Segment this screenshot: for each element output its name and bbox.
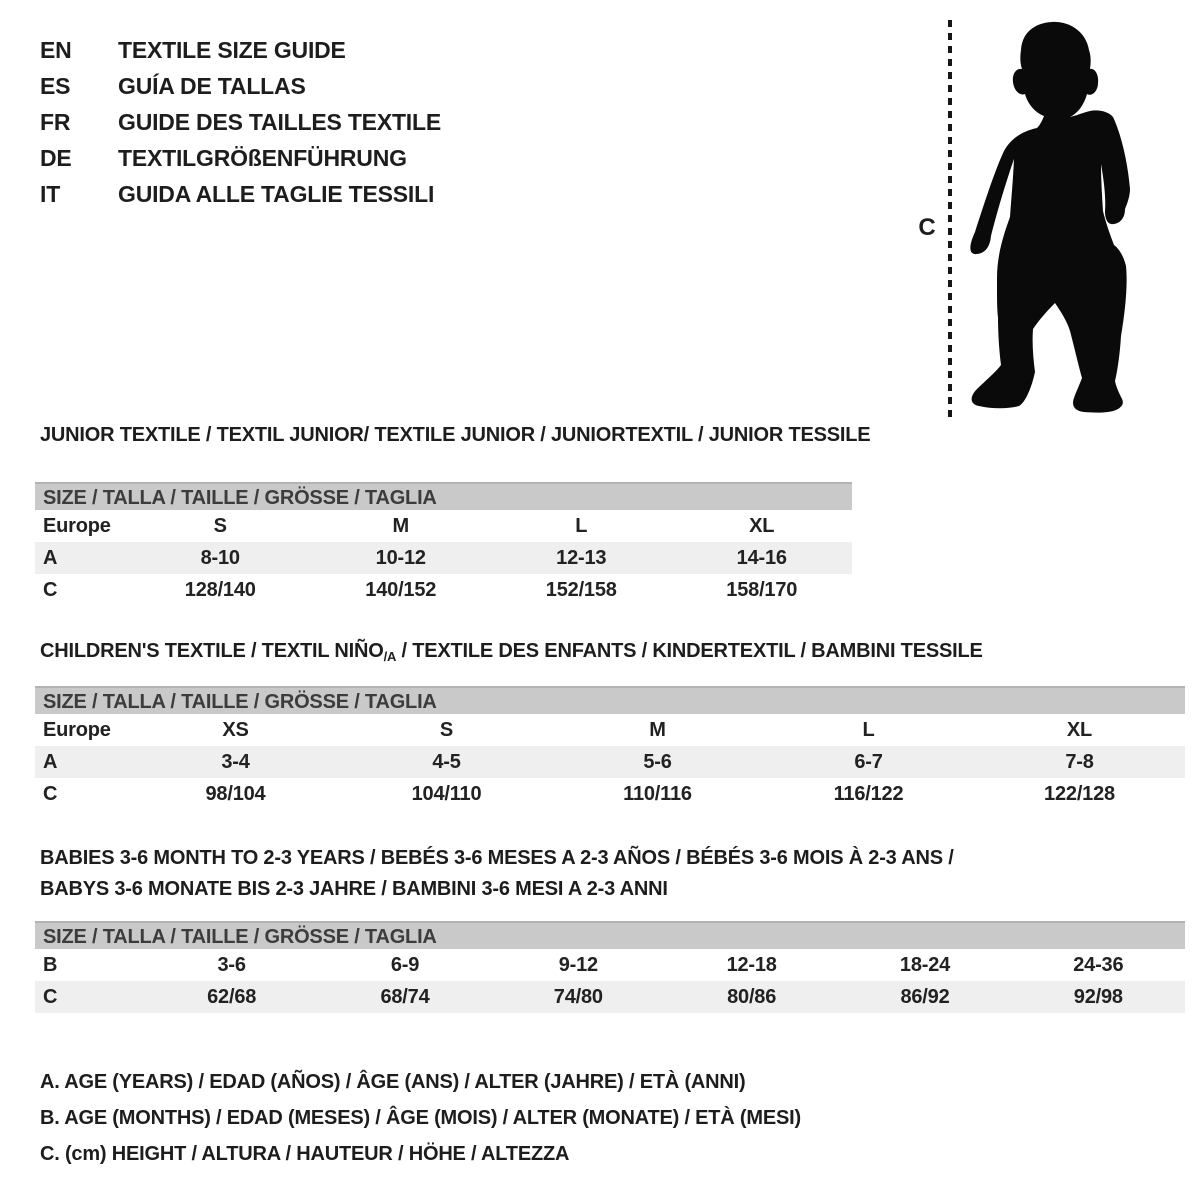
size-cell: 116/122 [833, 782, 904, 805]
section-heading-babies-line1 [40, 847, 954, 870]
size-cell: 4-5 [432, 750, 461, 773]
size-cell: S [439, 718, 454, 741]
size-cell: 14-16 [736, 546, 787, 569]
note-line-a: A. AGE (YEARS) / EDAD (AÑOS) / ÂGE (ANS) / ALTER (JAHRE) / ETÀ (ANNI) [40, 1071, 746, 1093]
size-table-children [35, 686, 1185, 810]
heading-text: / TEXTILE DES ENFANTS / KINDERTEXTIL / BAMBINI TESSILE [396, 640, 983, 662]
table-row [35, 949, 1185, 981]
size-cell: 158/170 [726, 578, 798, 601]
height-measure-label: C [918, 214, 936, 241]
size-cell: 3-4 [221, 750, 250, 773]
language-title: GUÍA DE TALLAS [118, 72, 306, 99]
language-code: FR [40, 108, 71, 135]
row-label: C [43, 985, 58, 1008]
row-label: Europe [43, 718, 111, 741]
height-dashed-line [948, 20, 952, 418]
babies-table [35, 949, 1185, 1013]
size-table-junior [35, 482, 852, 606]
size-cell: 110/116 [623, 782, 692, 805]
list-item [40, 176, 441, 212]
heading-text: CHILDREN'S TEXTILE / TEXTIL NIÑO [40, 640, 384, 662]
legend-notes [40, 1064, 801, 1172]
language-code: IT [40, 180, 61, 207]
size-cell: M [392, 514, 409, 537]
section-heading-babies-line2 [40, 878, 668, 901]
size-cell: 5-6 [643, 750, 672, 773]
language-code: DE [40, 144, 72, 171]
note-line-c: C. (cm) HEIGHT / ALTURA / HAUTEUR / HÖHE / ALTEZZA [40, 1143, 570, 1165]
size-cell: 104/110 [411, 782, 482, 805]
row-label: Europe [43, 514, 111, 537]
size-cell: L [862, 718, 875, 741]
table-row [35, 510, 852, 542]
note-line-b: B. AGE (MONTHS) / EDAD (MESES) / ÂGE (MOIS) / ALTER (MONATE) / ETÀ (MESI) [40, 1107, 801, 1129]
size-cell: 68/74 [380, 985, 430, 1008]
heading-text: BABIES 3-6 MONTH TO 2-3 YEARS / BEBÉS 3-6 MESES A 2-3 AÑOS / BÉBÉS 3-6 MOIS À 2-3 ANS / [40, 847, 954, 869]
size-cell: 80/86 [727, 985, 777, 1008]
size-cell: 62/68 [207, 985, 257, 1008]
table-header-bar: SIZE / TALLA / TAILLE / GRÖSSE / TAGLIA [35, 921, 1185, 949]
size-cell: 98/104 [205, 782, 266, 805]
size-cell: 128/140 [184, 578, 256, 601]
size-cell: 18-24 [899, 953, 951, 976]
size-cell: 12-18 [726, 953, 777, 976]
language-title: TEXTILE SIZE GUIDE [118, 36, 346, 63]
language-code: ES [40, 72, 71, 99]
language-title: GUIDE DES TAILLES TEXTILE [118, 108, 441, 135]
size-cell: 92/98 [1073, 985, 1123, 1008]
size-cell: 86/92 [900, 985, 950, 1008]
size-cell: 122/128 [1044, 782, 1115, 805]
size-cell: XS [222, 718, 249, 741]
list-item [40, 104, 441, 140]
list-item [40, 68, 441, 104]
row-label: A [43, 546, 58, 569]
size-cell: 9-12 [558, 953, 598, 976]
size-cell: 10-12 [375, 546, 426, 569]
language-code: EN [40, 36, 72, 63]
heading-text: BABYS 3-6 MONATE BIS 2-3 JAHRE / BAMBINI 3-6 MESI A 2-3 ANNI [40, 878, 668, 900]
table-header-bar: SIZE / TALLA / TAILLE / GRÖSSE / TAGLIA [35, 482, 852, 510]
size-cell: 140/152 [365, 578, 437, 601]
size-cell: L [575, 514, 588, 537]
section-heading-junior [40, 424, 870, 448]
size-cell: 24-36 [1073, 953, 1124, 976]
junior-table [35, 510, 852, 606]
list-item [40, 140, 441, 176]
table-row [35, 778, 1185, 810]
size-cell: 6-9 [390, 953, 420, 976]
row-label: B [43, 953, 58, 976]
size-cell: XL [1066, 718, 1093, 741]
size-cell: 152/158 [545, 578, 617, 601]
table-row [35, 981, 1185, 1013]
table-row [35, 746, 1185, 778]
toddler-silhouette-icon [963, 20, 1135, 415]
heading-subscript: /A [383, 649, 397, 664]
row-label: C [43, 782, 58, 805]
children-table [35, 714, 1185, 810]
table-header-bar: SIZE / TALLA / TAILLE / GRÖSSE / TAGLIA [35, 686, 1185, 714]
row-label: A [43, 750, 58, 773]
size-cell: XL [749, 514, 775, 537]
size-cell: 3-6 [217, 953, 246, 976]
size-cell: 12-13 [556, 546, 607, 569]
size-cell: 74/80 [553, 985, 603, 1008]
section-heading-children [40, 640, 983, 664]
language-title: GUIDA ALLE TAGLIE TESSILI [118, 180, 435, 207]
size-cell: 6-7 [854, 750, 883, 773]
size-cell: S [213, 514, 227, 537]
size-cell: M [649, 718, 666, 741]
table-row [35, 714, 1185, 746]
table-row [35, 542, 852, 574]
table-row [35, 574, 852, 606]
row-label: C [43, 578, 58, 601]
size-table-babies [35, 921, 1185, 1013]
list-item [40, 32, 441, 68]
size-cell: 7-8 [1065, 750, 1094, 773]
language-list [40, 32, 441, 212]
heading-text: JUNIOR TEXTILE / TEXTIL JUNIOR/ TEXTILE JUNIOR / JUNIORTEXTIL / JUNIOR TESSILE [40, 424, 871, 446]
language-title: TEXTILGRÖßENFÜHRUNG [118, 144, 407, 171]
size-cell: 8-10 [200, 546, 240, 569]
